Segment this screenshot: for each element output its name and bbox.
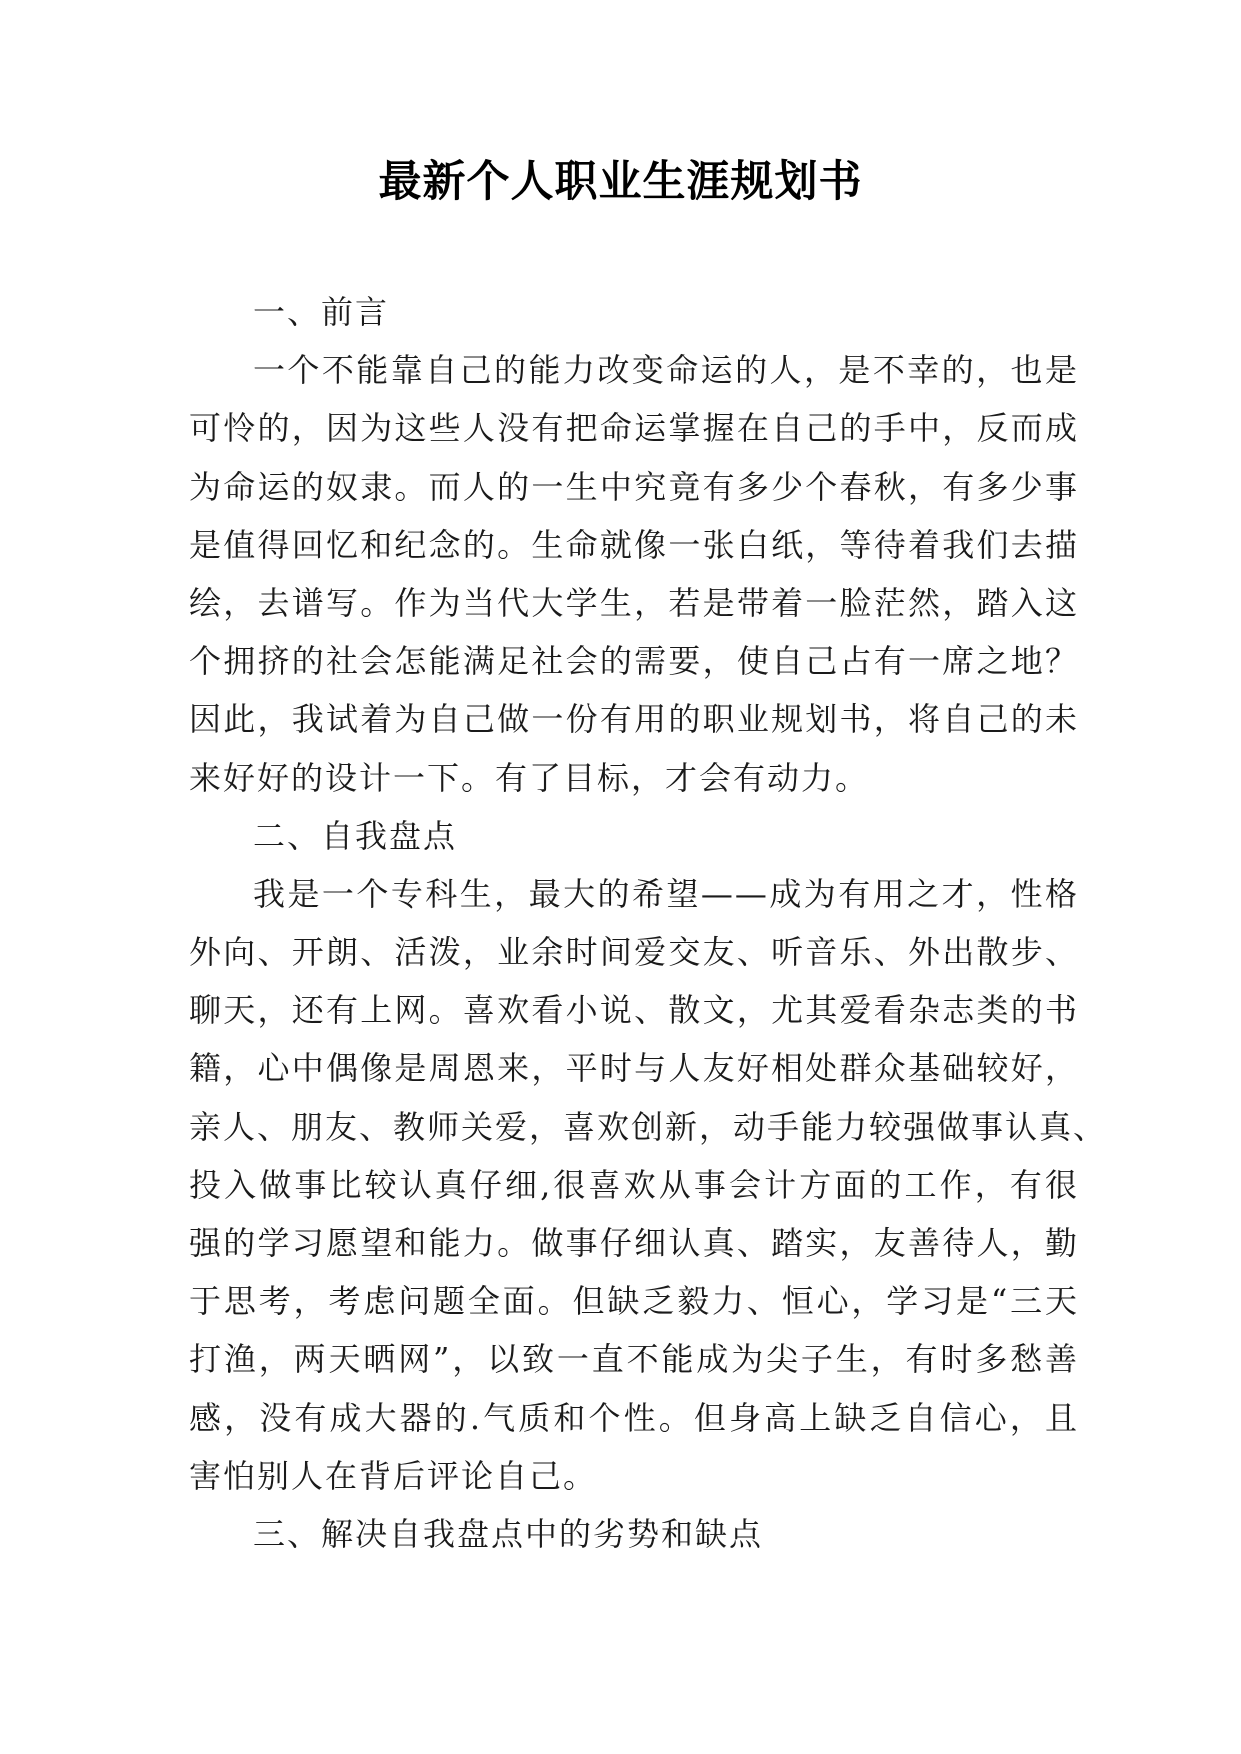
paragraph-line: 亲人、朋友、教师关爱，喜欢创新，动手能力较强做事认真、 [189, 1107, 1108, 1146]
paragraph-line: 害怕别人在背后评论自己。 [189, 1456, 598, 1495]
paragraph-line: 为命运的奴隶。而人的一生中究竟有多少个春秋，有多少事 [189, 467, 1079, 506]
paragraph-line: 强的学习愿望和能力。做事仔细认真、踏实，友善待人，勤 [189, 1224, 1079, 1262]
paragraph-line: 感，没有成大器的.气质和个性。但身高上缺乏自信心，且 [189, 1398, 1079, 1437]
document-body [189, 283, 1108, 1563]
document-title: 最新个人职业生涯规划书 [378, 157, 863, 207]
paragraph-line: 投入做事比较认真仔细,很喜欢从事会计方面的工作，有很 [189, 1165, 1079, 1204]
paragraph-line: 我是一个专科生，最大的希望——成为有用之才，性格 [253, 874, 1079, 913]
section-heading: 一、前言 [253, 293, 390, 331]
paragraph-line: 可怜的，因为这些人没有把命运掌握在自己的手中，反而成 [189, 409, 1079, 448]
paragraph-line: 个拥挤的社会怎能满足社会的需要，使自己占有一席之地？ [189, 642, 1079, 681]
paragraph-line: 外向、开朗、活泼，业余时间爱交友、听音乐、外出散步、 [189, 933, 1079, 972]
paragraph-line: 打渔，两天晒网”，以致一直不能成为尖子生，有时多愁善 [189, 1340, 1079, 1379]
paragraph-line: 于思考，考虑问题全面。但缺乏毅力、恒心，学习是“三天 [189, 1282, 1079, 1321]
paragraph-line: 一个不能靠自己的能力改变命运的人，是不幸的，也是 [253, 351, 1079, 390]
section-heading: 二、自我盘点 [253, 816, 458, 855]
section-heading: 三、解决自我盘点中的劣势和缺点 [253, 1514, 764, 1553]
paragraph-line: 聊天，还有上网。喜欢看小说、散文，尤其爱看杂志类的书 [189, 991, 1079, 1030]
paragraph-line: 因此，我试着为自己做一份有用的职业规划书，将自己的未 [189, 700, 1079, 739]
paragraph-line: 来好好的设计一下。有了目标，才会有动力。 [189, 758, 870, 797]
paragraph-line: 绘，去谱写。作为当代大学生，若是带着一脸茫然，踏入这 [189, 583, 1079, 622]
paragraph-line: 是值得回忆和纪念的。生命就像一张白纸，等待着我们去描 [189, 525, 1079, 564]
paragraph-line: 籍，心中偶像是周恩来，平时与人友好相处群众基础较好， [189, 1049, 1079, 1088]
